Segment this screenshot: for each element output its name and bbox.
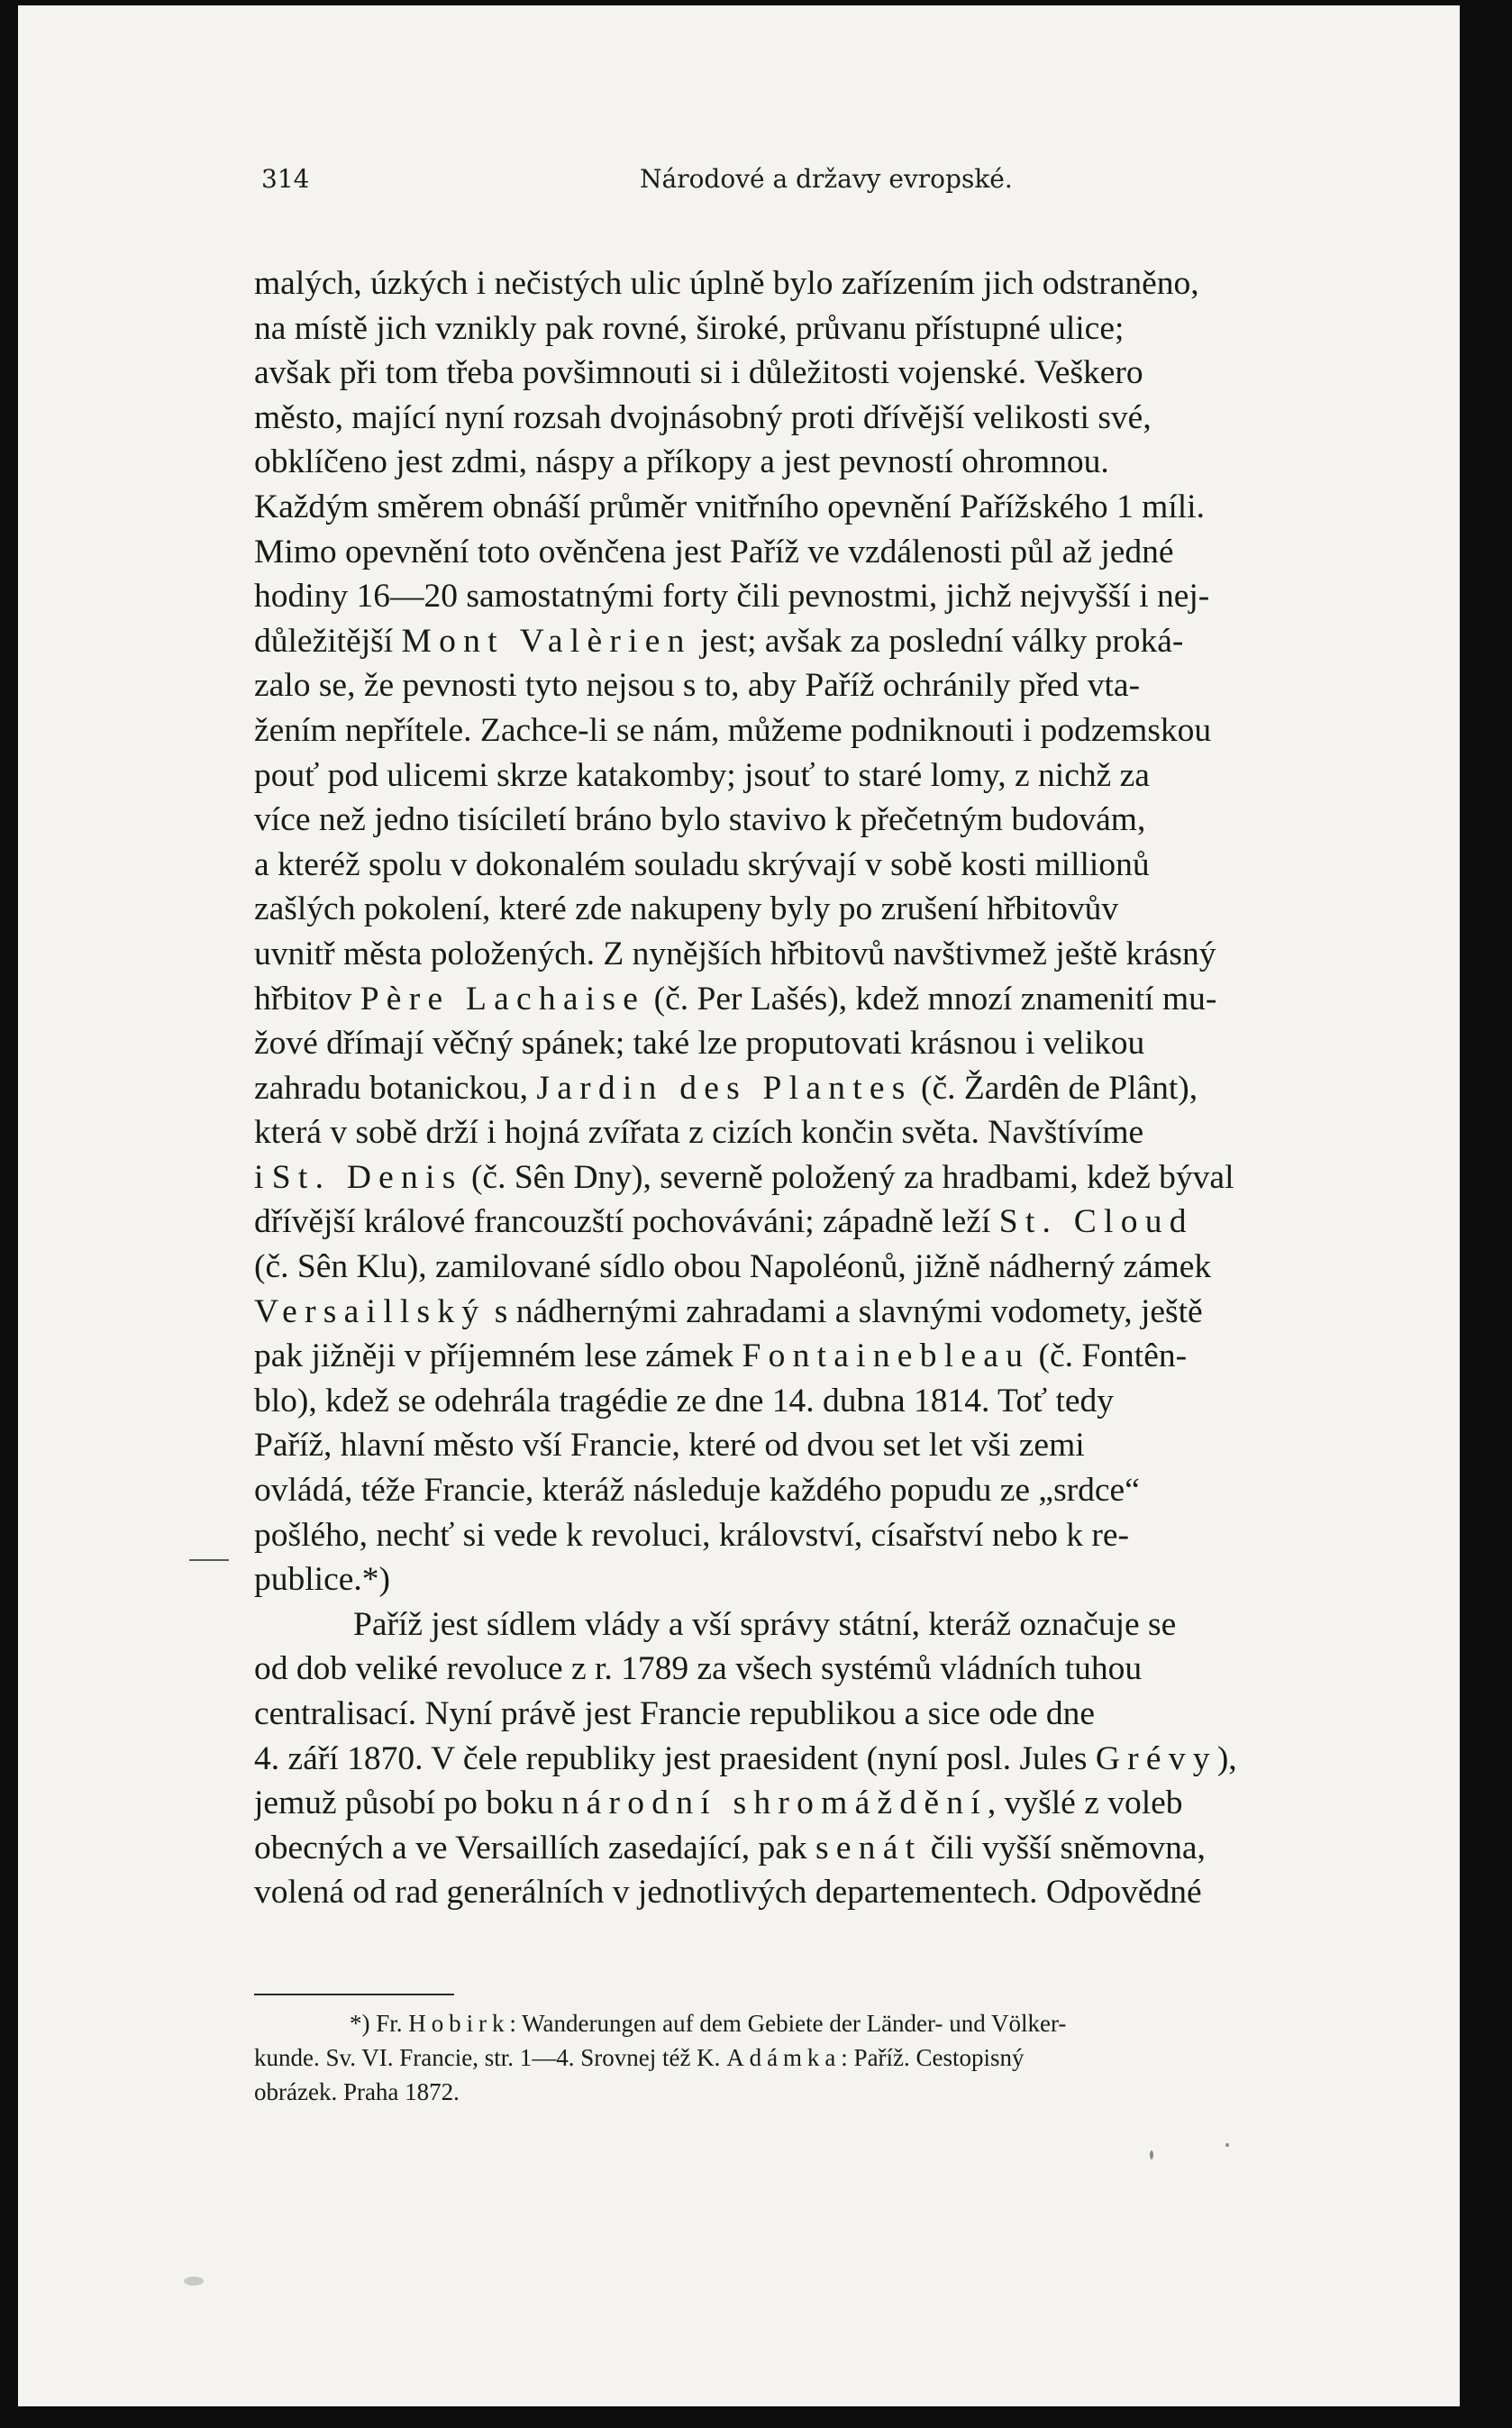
text-run: (č. Žardên de Plânt), xyxy=(912,1069,1198,1107)
text-run: ), xyxy=(1216,1739,1237,1777)
text-line xyxy=(254,1826,1427,1871)
text-run: ovládá, téže Francie, kteráž následuje každého popudu ze „srdce“ xyxy=(254,1472,1140,1510)
text-run: 4. září 1870. V čele republiky jest praesident (nyní posl. Jules xyxy=(254,1739,1096,1777)
text-run: na místě jich vznikly pak rovné, široké, průvanu přístupné ulice; xyxy=(254,309,1125,347)
text-run: uvnitř města položených. Z nynějších hřbitovů navštivmež ještě krásný xyxy=(254,935,1216,972)
page-number: 314 xyxy=(261,164,310,194)
text-line xyxy=(254,1781,1427,1826)
text-run: Paříž, hlavní město vší Francie, které od dvou set let vši zemi xyxy=(254,1427,1085,1465)
emphasized-name: St. Denis xyxy=(271,1158,463,1196)
running-title: Národové a državy evropské. xyxy=(640,164,1013,194)
text-run: : Wanderungen auf dem Gebiete der Länder- und Völker- xyxy=(509,2010,1067,2037)
text-run: : Paříž. Cestopisný xyxy=(841,2044,1025,2071)
footnote xyxy=(254,2006,1427,2109)
text-run: (č. Sên Klu), zamilované sídlo obou Napoléonů, jižně nádherný zámek xyxy=(254,1248,1212,1286)
text-line xyxy=(254,261,1427,306)
footnote-line xyxy=(254,2006,1427,2040)
text-run: (č. Sên Dny), severně položený za hradbami, kdež býval xyxy=(462,1158,1234,1196)
text-line xyxy=(254,1379,1427,1424)
text-line xyxy=(254,306,1427,351)
text-run: pouť pod ulicemi skrze katakomby; jsouť to staré lomy, z nichž za xyxy=(254,756,1150,794)
footnote-rule xyxy=(254,1994,454,1995)
text-run: žením nepřítele. Zachce-li se nám, můžeme podniknouti i podzemskou xyxy=(254,711,1212,749)
emphasized-name: Hobirk xyxy=(408,2010,510,2037)
text-line xyxy=(254,663,1427,708)
text-run: město, mající nyní rozsah dvojnásobný proti dřívější velikosti své, xyxy=(254,398,1152,436)
text-line xyxy=(254,798,1427,843)
text-run: pak jižněji v příjemném lese zámek xyxy=(254,1337,742,1375)
text-run: kunde. Sv. VI. Francie, str. 1—4. Srovnej též K. xyxy=(254,2044,727,2071)
text-run: (č. Fontên- xyxy=(1030,1337,1188,1375)
text-run: obrázek. Praha 1872. xyxy=(254,2078,460,2105)
text-line xyxy=(254,574,1427,619)
text-line xyxy=(254,619,1427,664)
text-line xyxy=(254,440,1427,485)
emphasized-name: St. Cloud xyxy=(998,1203,1194,1241)
text-run: , vyšlé z voleb xyxy=(987,1784,1183,1822)
emphasized-name: Mont Valèrien xyxy=(401,622,692,660)
text-run: publice.*) xyxy=(254,1561,390,1599)
text-line xyxy=(254,1334,1427,1379)
text-line xyxy=(254,530,1427,575)
emphasized-name: Grévy xyxy=(1095,1739,1217,1777)
text-line xyxy=(254,708,1427,753)
emphasized-name: Adámka xyxy=(726,2044,842,2071)
text-run: žové dřímají věčný spánek; také lze proputovati krásnou i velikou xyxy=(254,1025,1145,1063)
text-run: s nádhernými zahradami a slavnými vodomety, ještě xyxy=(486,1292,1203,1330)
text-run: obecných a ve Versaillích zasedající, pak xyxy=(254,1829,815,1867)
text-run: hřbitov xyxy=(254,980,360,1018)
text-line xyxy=(254,1245,1427,1290)
text-run: která v sobě drží i hojná zvířata z cizích končin světa. Navštívíme xyxy=(254,1114,1144,1152)
text-run: zalo se, že pevnosti tyto nejsou s to, aby Paříž ochránily před vta- xyxy=(254,667,1141,705)
body-text xyxy=(254,261,1427,1915)
text-run: *) Fr. xyxy=(350,2010,409,2037)
text-run: zahradu botanickou, xyxy=(254,1069,537,1107)
footnote-line xyxy=(254,2075,1427,2109)
margin-mark xyxy=(189,1559,229,1561)
page-header xyxy=(261,164,1388,200)
text-line xyxy=(254,1513,1427,1558)
emphasized-name: Versaillský xyxy=(254,1292,487,1330)
text-run: (č. Per Lašés), kdež mnozí znamenití mu- xyxy=(645,980,1217,1018)
text-line xyxy=(254,485,1427,530)
text-run: a kteréž spolu v dokonalém souladu skrývají v sobě kosti millionů xyxy=(254,845,1150,883)
text-run: jest; avšak za poslední války proká- xyxy=(691,622,1184,660)
text-line xyxy=(254,1870,1427,1915)
text-line xyxy=(254,1423,1427,1468)
text-line xyxy=(254,1200,1427,1245)
text-run: Každým směrem obnáší průměr vnitřního opevnění Pařížského 1 míli. xyxy=(254,488,1205,525)
text-line xyxy=(254,1110,1427,1155)
text-run: jemuž působí po boku xyxy=(254,1784,562,1822)
text-line xyxy=(254,1692,1427,1737)
emphasized-name: Jardin des Plantes xyxy=(536,1069,913,1107)
text-line xyxy=(254,1602,1427,1648)
text-run: Mimo opevnění toto ověnčena jest Paříž ve vzdálenosti půl až jedné xyxy=(254,533,1174,570)
text-line xyxy=(254,753,1427,799)
text-run: zašlých pokolení, které zde nakupeny byly po zrušení hřbitovův xyxy=(254,890,1119,928)
text-run: malých, úzkých i nečistých ulic úplně bylo zařízením jich odstraněno, xyxy=(254,265,1199,302)
text-line xyxy=(254,1021,1427,1066)
text-line xyxy=(254,1557,1427,1602)
emphasized-name: senát xyxy=(815,1829,923,1867)
text-line xyxy=(254,977,1427,1022)
footnote-line xyxy=(254,2040,1427,2075)
text-run: dřívější králové francouzští pochováváni; západně leží xyxy=(254,1203,999,1241)
text-run: avšak při tom třeba povšimnouti si i důležitosti vojenské. Veškero xyxy=(254,354,1143,392)
emphasized-name: Père Lachaise xyxy=(360,980,646,1018)
text-run: centralisací. Nyní právě jest Francie republikou a sice ode dne xyxy=(254,1695,1095,1732)
text-line xyxy=(254,843,1427,888)
text-line xyxy=(254,1468,1427,1513)
text-line xyxy=(254,887,1427,932)
text-line xyxy=(254,1155,1427,1200)
text-run: blo), kdež se odehrála tragédie ze dne 14. dubna 1814. Toť tedy xyxy=(254,1382,1115,1419)
text-run: hodiny 16—20 samostatnými forty čili pevnostmi, jichž nejvyšší i nej- xyxy=(254,578,1210,616)
paper-speck xyxy=(1225,2143,1229,2147)
text-run: pošlého, nechť si vede k revoluci, království, císařství nebo k re- xyxy=(254,1516,1129,1554)
emphasized-name: národní shromáždění xyxy=(561,1784,988,1822)
text-run: čili vyšší sněmovna, xyxy=(922,1829,1206,1867)
text-line xyxy=(254,396,1427,441)
text-line xyxy=(254,1737,1427,1782)
text-run: obklíčeno jest zdmi, náspy a příkopy a jest pevností ohromnou. xyxy=(254,443,1109,481)
book-page xyxy=(18,5,1460,2406)
emphasized-name: Fontainebleau xyxy=(742,1337,1031,1375)
text-line xyxy=(254,1647,1427,1692)
paper-speck xyxy=(1150,2150,1153,2159)
text-run: Paříž jest sídlem vlády a vší správy státní, kteráž označuje se xyxy=(353,1605,1177,1643)
text-line xyxy=(254,1066,1427,1111)
text-line xyxy=(254,932,1427,977)
paper-speck xyxy=(184,2277,204,2286)
text-line xyxy=(254,351,1427,396)
text-run: více než jedno tisíciletí bráno bylo stavivo k přečetným budovám, xyxy=(254,801,1146,839)
text-run: důležitější xyxy=(254,622,402,660)
text-line xyxy=(254,1290,1427,1335)
text-run: i xyxy=(254,1158,272,1196)
text-run: od dob veliké revoluce z r. 1789 za všech systémů vládních tuhou xyxy=(254,1650,1143,1688)
text-run: volená od rad generálních v jednotlivých departementech. Odpovědné xyxy=(254,1874,1202,1912)
